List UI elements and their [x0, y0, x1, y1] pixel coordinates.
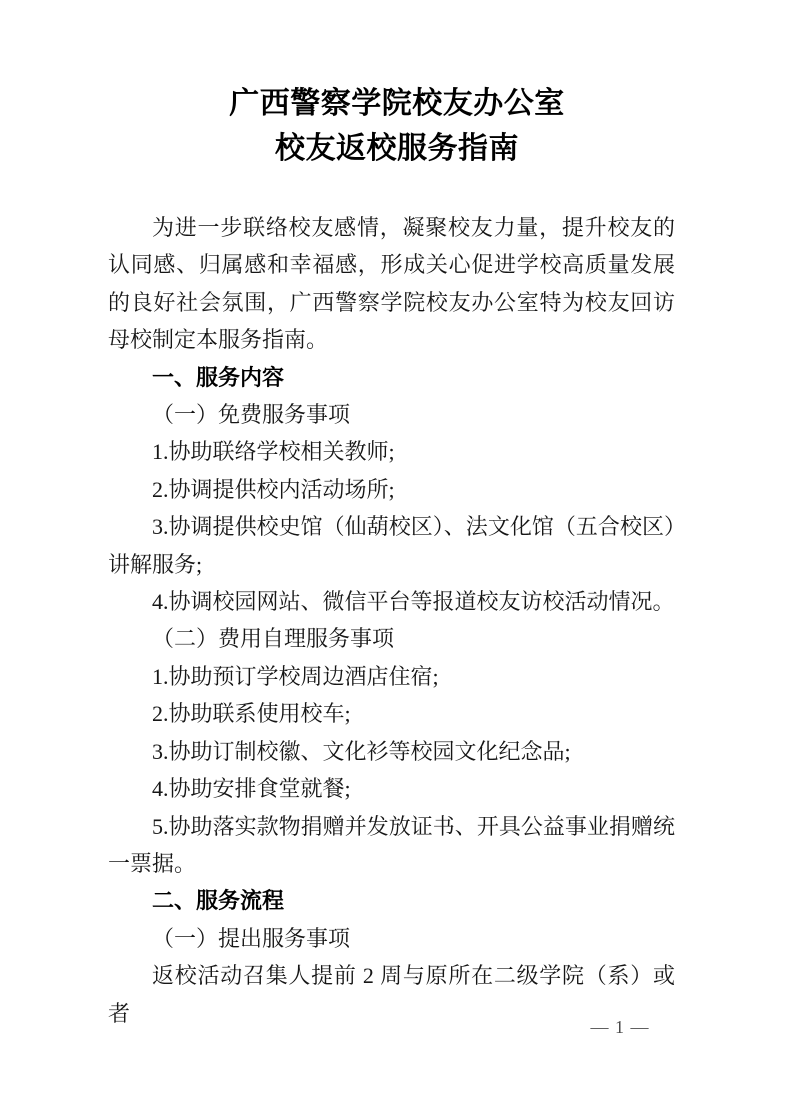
document-body — [108, 209, 675, 1032]
section-1-heading: 一、服务内容 — [152, 364, 285, 390]
list-item: 2.协调提供校内活动场所; — [152, 476, 395, 502]
list-item: 2.协助联系使用校车; — [152, 701, 351, 727]
list-item: 1.协助预订学校周边酒店住宿; — [152, 663, 439, 689]
document-title-line-2: 校友返校服务指南 — [275, 132, 519, 165]
section-1-subsection-1-heading: （一）免费服务事项 — [152, 402, 351, 428]
intro-paragraph: 为进一步联络校友感情，凝聚校友力量，提升校友的认同感、归属感和幸福感，形成关心促进学校高质量发展的良好社会氛围，广西警察学院校友办公室特为校友回访母校制定本服务指南。 — [108, 215, 675, 353]
list-item: 1.协助联络学校相关教师; — [152, 439, 395, 465]
section-2-heading: 二、服务流程 — [152, 888, 285, 914]
list-item: 4.协助安排食堂就餐; — [152, 776, 351, 802]
list-item: 4.协调校园网站、微信平台等报道校友访校活动情况。 — [152, 589, 675, 615]
body-paragraph: 返校活动召集人提前 2 周与原所在二级学院（系）或者 — [108, 963, 675, 1026]
section-2-subsection-1-heading: （一）提出服务事项 — [152, 925, 351, 951]
section-1-subsection-2-heading: （二）费用自理服务事项 — [152, 626, 395, 652]
list-item: 3.协助订制校徽、文化衫等校园文化纪念品; — [152, 738, 571, 764]
list-item: 5.协助落实款物捐赠并发放证书、开具公益事业捐赠统一票据。 — [108, 813, 675, 876]
document-title-line-1: 广西警察学院校友办公室 — [229, 87, 565, 120]
page-number: — 1 — — [590, 1017, 650, 1037]
list-item: 3.协调提供校史馆（仙葫校区）、法文化馆（五合校区）讲解服务; — [108, 514, 675, 577]
document-title — [0, 81, 794, 171]
